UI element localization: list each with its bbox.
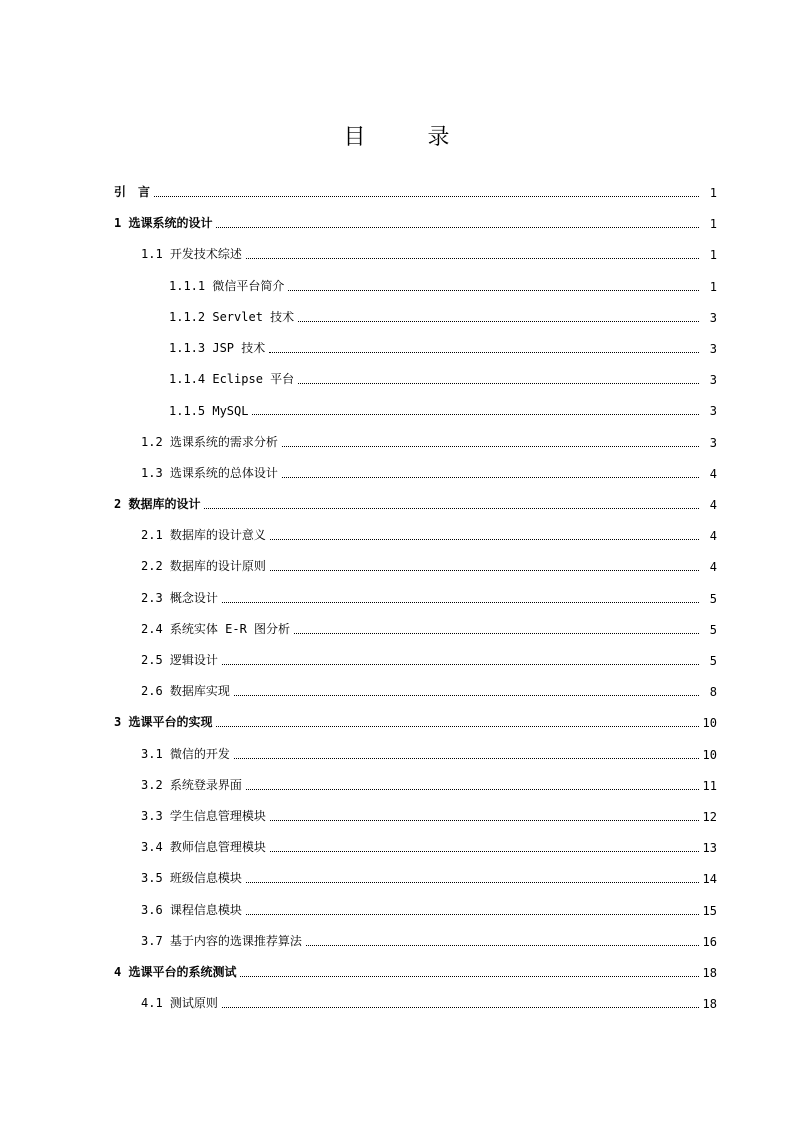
toc-entry-page-number: 3 [709, 373, 717, 388]
toc-entry-label: 1.1.3 JSP 技术 [169, 341, 266, 355]
toc-entry-label: 3.5 班级信息模块 [141, 871, 242, 886]
toc-leader-dots [204, 498, 699, 509]
toc-entry-page-number: 18 [702, 997, 717, 1012]
toc-entry[interactable] [141, 989, 717, 1011]
toc-leader-dots [246, 872, 699, 883]
toc-entry[interactable] [141, 552, 717, 574]
toc-entry-label: 1.1.4 Eclipse 平台 [169, 372, 295, 387]
toc-entry[interactable] [141, 677, 717, 699]
toc-leader-dots [246, 779, 699, 790]
toc-entry-page-number: 3 [709, 435, 717, 450]
toc-entry-page-number: 3 [709, 342, 717, 356]
toc-entry-label: 2.6 数据库实现 [141, 684, 230, 699]
toc-entry-page-number: 1 [709, 279, 717, 294]
toc-entry-page-number: 4 [709, 498, 717, 512]
toc-entry[interactable] [114, 490, 717, 512]
toc-entry-page-number: 5 [709, 591, 717, 606]
toc-entry-page-number: 1 [709, 217, 717, 232]
toc-leader-dots [294, 623, 699, 634]
toc-entry-page-number: 8 [709, 685, 717, 700]
toc-entry-page-number: 10 [702, 747, 717, 762]
toc-entry[interactable] [141, 833, 717, 855]
toc-entry-page-number: 10 [702, 716, 717, 731]
toc-entry-page-number: 4 [709, 560, 717, 575]
toc-entry-page-number: 3 [709, 404, 717, 419]
toc-entry[interactable] [141, 521, 717, 543]
toc-entry-label: 2.1 数据库的设计意义 [141, 528, 266, 543]
toc-entry-label: 2 数据库的设计 [114, 497, 201, 511]
toc-entry[interactable] [114, 958, 717, 980]
toc-entry-label: 3.7 基于内容的选课推荐算法 [141, 933, 302, 948]
toc-entry[interactable] [169, 334, 717, 356]
toc-entry-label: 1.2 选课系统的需求分析 [141, 434, 278, 449]
toc-entry-page-number: 5 [709, 622, 717, 637]
toc-leader-dots [222, 592, 699, 603]
toc-entry[interactable] [141, 428, 717, 450]
toc-leader-dots [246, 248, 699, 259]
toc-leader-dots [306, 935, 699, 946]
toc-leader-dots [246, 904, 699, 915]
toc-leader-dots [234, 685, 699, 696]
toc-entry-page-number: 4 [709, 466, 717, 481]
toc-entry[interactable] [141, 240, 717, 262]
toc-leader-dots [270, 810, 699, 821]
toc-entry[interactable] [114, 209, 717, 231]
toc-entry[interactable] [141, 896, 717, 918]
toc-entry-label: 4 选课平台的系统测试 [114, 965, 237, 979]
toc-entry[interactable] [141, 740, 717, 762]
toc-entry[interactable] [169, 396, 717, 418]
toc-leader-dots [216, 217, 699, 228]
toc-entry[interactable] [141, 615, 717, 637]
toc-entry-label: 1.1 开发技术综述 [141, 247, 242, 262]
toc-entry-label: 1.1.1 微信平台简介 [169, 278, 285, 293]
toc-leader-dots [270, 560, 699, 571]
toc-entry[interactable] [141, 646, 717, 668]
toc-leader-dots [282, 467, 699, 478]
toc-entry-label: 1.1.2 Servlet 技术 [169, 309, 295, 324]
toc-entry-page-number: 5 [709, 654, 717, 668]
toc-leader-dots [252, 404, 699, 415]
toc-entry-page-number: 15 [702, 903, 717, 918]
toc-entry[interactable] [114, 708, 717, 730]
toc-entry[interactable] [141, 771, 717, 793]
toc-entry[interactable] [114, 178, 717, 200]
toc-entry-label: 2.2 数据库的设计原则 [141, 559, 266, 574]
toc-leader-dots [298, 311, 699, 322]
toc-entry[interactable] [169, 365, 717, 387]
toc-leader-dots [240, 966, 698, 977]
toc-entry[interactable] [141, 802, 717, 824]
toc-entry-page-number: 18 [702, 966, 717, 980]
toc-entry-label: 2.4 系统实体 E-R 图分析 [141, 621, 291, 636]
toc-entry-label: 2.5 逻辑设计 [141, 653, 218, 667]
toc-entry[interactable] [169, 303, 717, 325]
toc-entry-label: 引 言 [114, 185, 151, 199]
toc-entry-page-number: 14 [702, 872, 717, 887]
toc-entry[interactable] [169, 272, 717, 294]
toc-entry-label: 3.3 学生信息管理模块 [141, 809, 266, 823]
toc-entry-label: 4.1 测试原则 [141, 996, 218, 1011]
toc-entry[interactable] [141, 864, 717, 886]
toc-leader-dots [282, 436, 699, 447]
toc-entry-page-number: 11 [702, 778, 717, 793]
toc-leader-dots [270, 529, 699, 540]
toc-leader-dots [222, 654, 699, 665]
toc-entry-page-number: 12 [702, 810, 717, 824]
toc-leader-dots [298, 373, 699, 384]
toc-leader-dots [270, 841, 699, 852]
toc-entry-label: 1 选课系统的设计 [114, 216, 213, 231]
toc-entry-page-number: 4 [709, 529, 717, 544]
toc-entry-page-number: 16 [702, 934, 717, 949]
toc-entry-label: 3.1 微信的开发 [141, 746, 230, 761]
toc-entry[interactable] [141, 459, 717, 481]
toc-entry-page-number: 1 [709, 248, 717, 263]
toc-leader-dots [154, 186, 699, 197]
toc-entry-label: 3.2 系统登录界面 [141, 777, 242, 792]
toc-entry-label: 1.3 选课系统的总体设计 [141, 465, 278, 480]
toc-leader-dots [234, 748, 699, 759]
toc-entry-label: 3.4 教师信息管理模块 [141, 840, 266, 855]
toc-entry-label: 2.3 概念设计 [141, 590, 218, 605]
toc-leader-dots [269, 342, 699, 353]
toc-entry-label: 3.6 课程信息模块 [141, 902, 242, 917]
toc-title: 目 录 [343, 125, 470, 150]
toc-entry[interactable] [141, 927, 717, 949]
toc-entry[interactable] [141, 584, 717, 606]
toc-entry-page-number: 13 [702, 841, 717, 856]
toc-leader-dots [288, 280, 699, 291]
toc-leader-dots [222, 997, 699, 1008]
toc-leader-dots [216, 716, 698, 727]
toc-entry-page-number: 1 [709, 186, 717, 200]
toc-entry-page-number: 3 [709, 310, 717, 325]
toc-entry-label: 3 选课平台的实现 [114, 715, 213, 730]
toc-entry-label: 1.1.5 MySQL [169, 404, 249, 419]
